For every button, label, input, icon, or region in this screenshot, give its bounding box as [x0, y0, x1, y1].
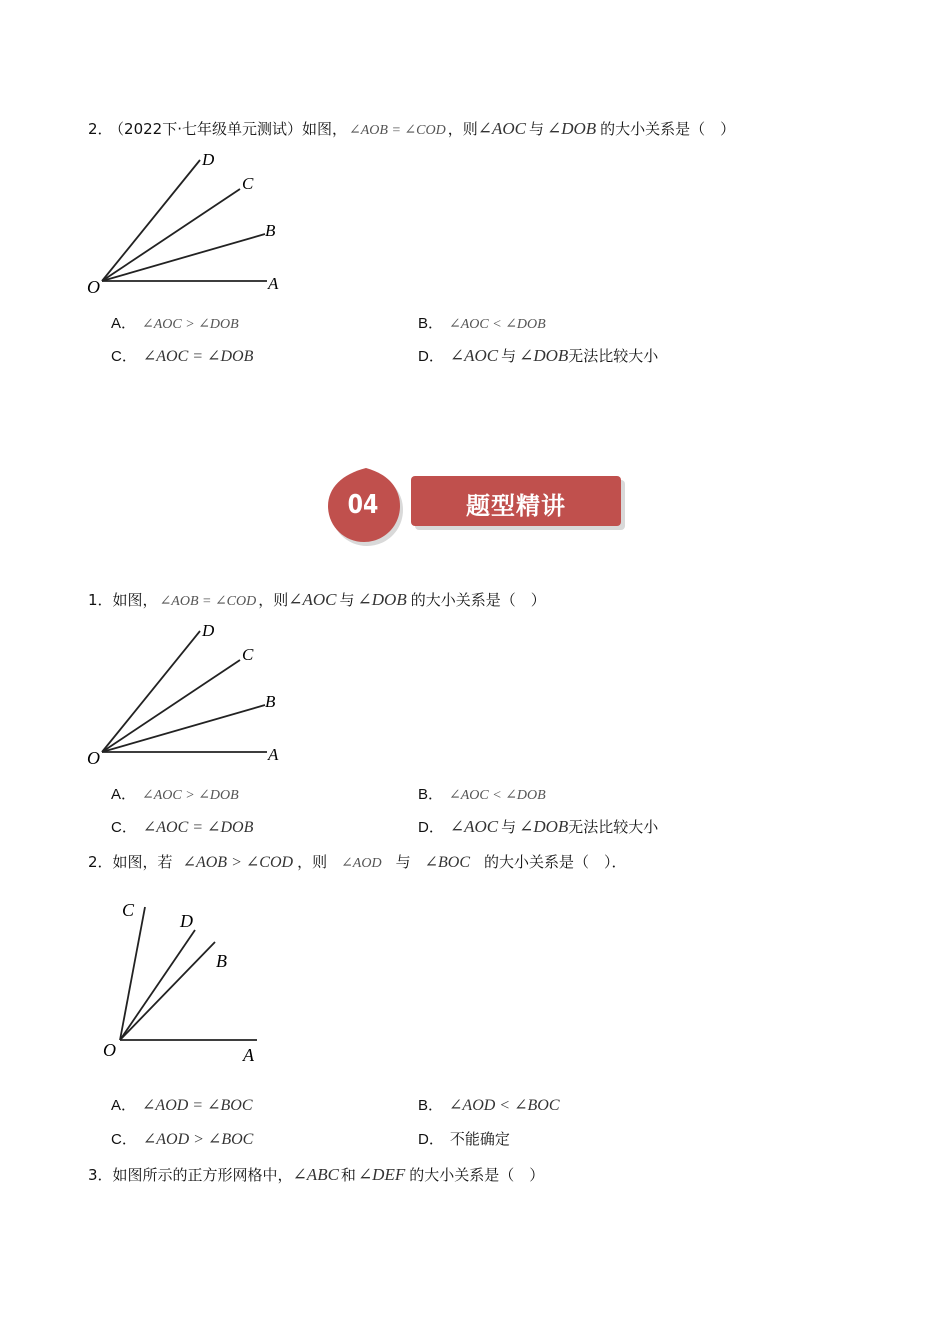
option-letter: D．	[418, 1131, 444, 1148]
math-condition: ∠AOB > ∠COD	[182, 854, 294, 871]
ray-od	[102, 631, 200, 752]
label-d: D	[202, 621, 215, 640]
label-a: A	[268, 274, 279, 293]
question-1-stem	[88, 589, 546, 610]
option-math: ∠AOD < ∠BOC	[449, 1097, 560, 1114]
option-a[interactable]	[111, 1094, 253, 1115]
question-2b-stem	[88, 851, 627, 872]
label-o: O	[87, 748, 100, 768]
math-condition: ∠AOB = ∠COD	[349, 123, 446, 138]
option-c[interactable]	[111, 345, 253, 366]
option-letter: B．	[418, 315, 444, 332]
label-b: B	[265, 692, 276, 711]
math-angle: ∠DOB	[357, 590, 407, 609]
question-text: ，则	[258, 591, 289, 609]
option-math: ∠AOC = ∠DOB	[142, 348, 254, 365]
question-text: 与	[395, 853, 411, 871]
option-text: 与	[501, 818, 517, 836]
ray-oc	[102, 189, 240, 281]
label-d: D	[202, 150, 215, 169]
option-letter: D．	[418, 819, 444, 836]
option-letter: C．	[111, 348, 137, 365]
math-angle: ∠DEF	[357, 1165, 406, 1184]
option-math: ∠AOD > ∠BOC	[142, 1131, 254, 1148]
math-angle: ∠DOB	[546, 119, 597, 138]
question-text: 和	[340, 1166, 356, 1184]
question-text: 的大小关系是（ ）	[409, 1166, 545, 1184]
option-math: ∠AOD = ∠BOC	[142, 1097, 253, 1114]
label-a: A	[243, 1045, 254, 1065]
option-c[interactable]	[111, 816, 253, 837]
option-b[interactable]	[418, 1094, 560, 1115]
label-a: A	[268, 745, 279, 764]
question-text: 与	[528, 120, 544, 138]
question-number: 2．	[88, 853, 113, 871]
option-math: ∠DOB	[519, 346, 569, 365]
label-c: C	[122, 900, 135, 920]
option-letter: A．	[111, 786, 137, 803]
question-text: 如图，	[112, 591, 158, 609]
angle-figure-1	[80, 145, 290, 300]
option-math: ∠AOC	[449, 817, 499, 836]
label-o: O	[87, 277, 100, 297]
ray-oc	[120, 907, 145, 1040]
option-c[interactable]	[111, 1128, 253, 1149]
math-angle: ∠AOC	[288, 590, 337, 609]
question-text: 如图，	[302, 120, 348, 138]
question-number: 2．	[88, 120, 113, 138]
question-2-stem	[88, 118, 735, 139]
question-text: ，则	[447, 120, 478, 138]
question-text: 与	[339, 591, 355, 609]
badge-number: 04	[347, 490, 379, 520]
math-condition: ∠AOB = ∠COD	[159, 594, 257, 609]
ray-ob	[102, 705, 265, 752]
option-d[interactable]	[418, 1128, 510, 1149]
math-angle: ∠ABC	[292, 1165, 339, 1184]
option-letter: A．	[111, 1097, 137, 1114]
option-math: ∠AOC < ∠DOB	[449, 317, 546, 332]
question-text: 如图所示的正方形网格中，	[112, 1166, 293, 1184]
label-o: O	[103, 1040, 116, 1060]
ray-od	[102, 160, 200, 281]
label-c: C	[242, 174, 254, 193]
question-text: 的大小关系是（ ）	[600, 120, 736, 138]
option-d[interactable]	[418, 345, 658, 366]
math-angle: ∠AOC	[477, 119, 526, 138]
ray-ob	[102, 234, 265, 281]
option-math: ∠AOC < ∠DOB	[449, 788, 546, 803]
option-text: 不能确定	[449, 1130, 510, 1148]
option-text: 无法比较大小	[568, 347, 659, 365]
option-b[interactable]	[418, 312, 546, 333]
option-text: 与	[501, 347, 517, 365]
label-d: D	[180, 911, 193, 931]
option-letter: C．	[111, 1131, 137, 1148]
question-text: 如图，若	[112, 853, 173, 871]
question-number: 3．	[88, 1166, 113, 1184]
label-c: C	[242, 645, 254, 664]
option-a[interactable]	[111, 783, 239, 804]
option-letter: C．	[111, 819, 137, 836]
angle-figure-3	[95, 895, 275, 1070]
option-text: 无法比较大小	[568, 818, 659, 836]
question-text: 的大小关系是（ ）．	[484, 853, 627, 871]
option-letter: B．	[418, 786, 444, 803]
math-angle: ∠AOD	[341, 856, 382, 871]
option-letter: A．	[111, 315, 137, 332]
option-math: ∠DOB	[519, 817, 569, 836]
label-b: B	[216, 951, 227, 971]
label-b: B	[265, 221, 276, 240]
option-b[interactable]	[418, 783, 546, 804]
option-math: ∠AOC > ∠DOB	[142, 317, 239, 332]
ray-oc	[102, 660, 240, 752]
banner-title: 题型精讲	[466, 492, 566, 520]
angle-figure-2	[80, 616, 290, 771]
question-3-stem	[88, 1164, 544, 1185]
option-math: ∠AOC = ∠DOB	[142, 819, 254, 836]
option-d[interactable]	[418, 816, 658, 837]
option-letter: D．	[418, 348, 444, 365]
option-letter: B．	[418, 1097, 444, 1114]
question-text: ，则	[297, 853, 328, 871]
section-banner	[322, 462, 632, 550]
option-math: ∠AOC	[449, 346, 499, 365]
question-source: （2022下·七年级单元测试）	[116, 120, 302, 138]
math-angle: ∠BOC	[424, 854, 471, 871]
option-math: ∠AOC > ∠DOB	[142, 788, 239, 803]
option-a[interactable]	[111, 312, 239, 333]
ray-ob	[120, 942, 215, 1040]
question-number: 1．	[88, 591, 113, 609]
question-text: 的大小关系是（ ）	[410, 591, 546, 609]
